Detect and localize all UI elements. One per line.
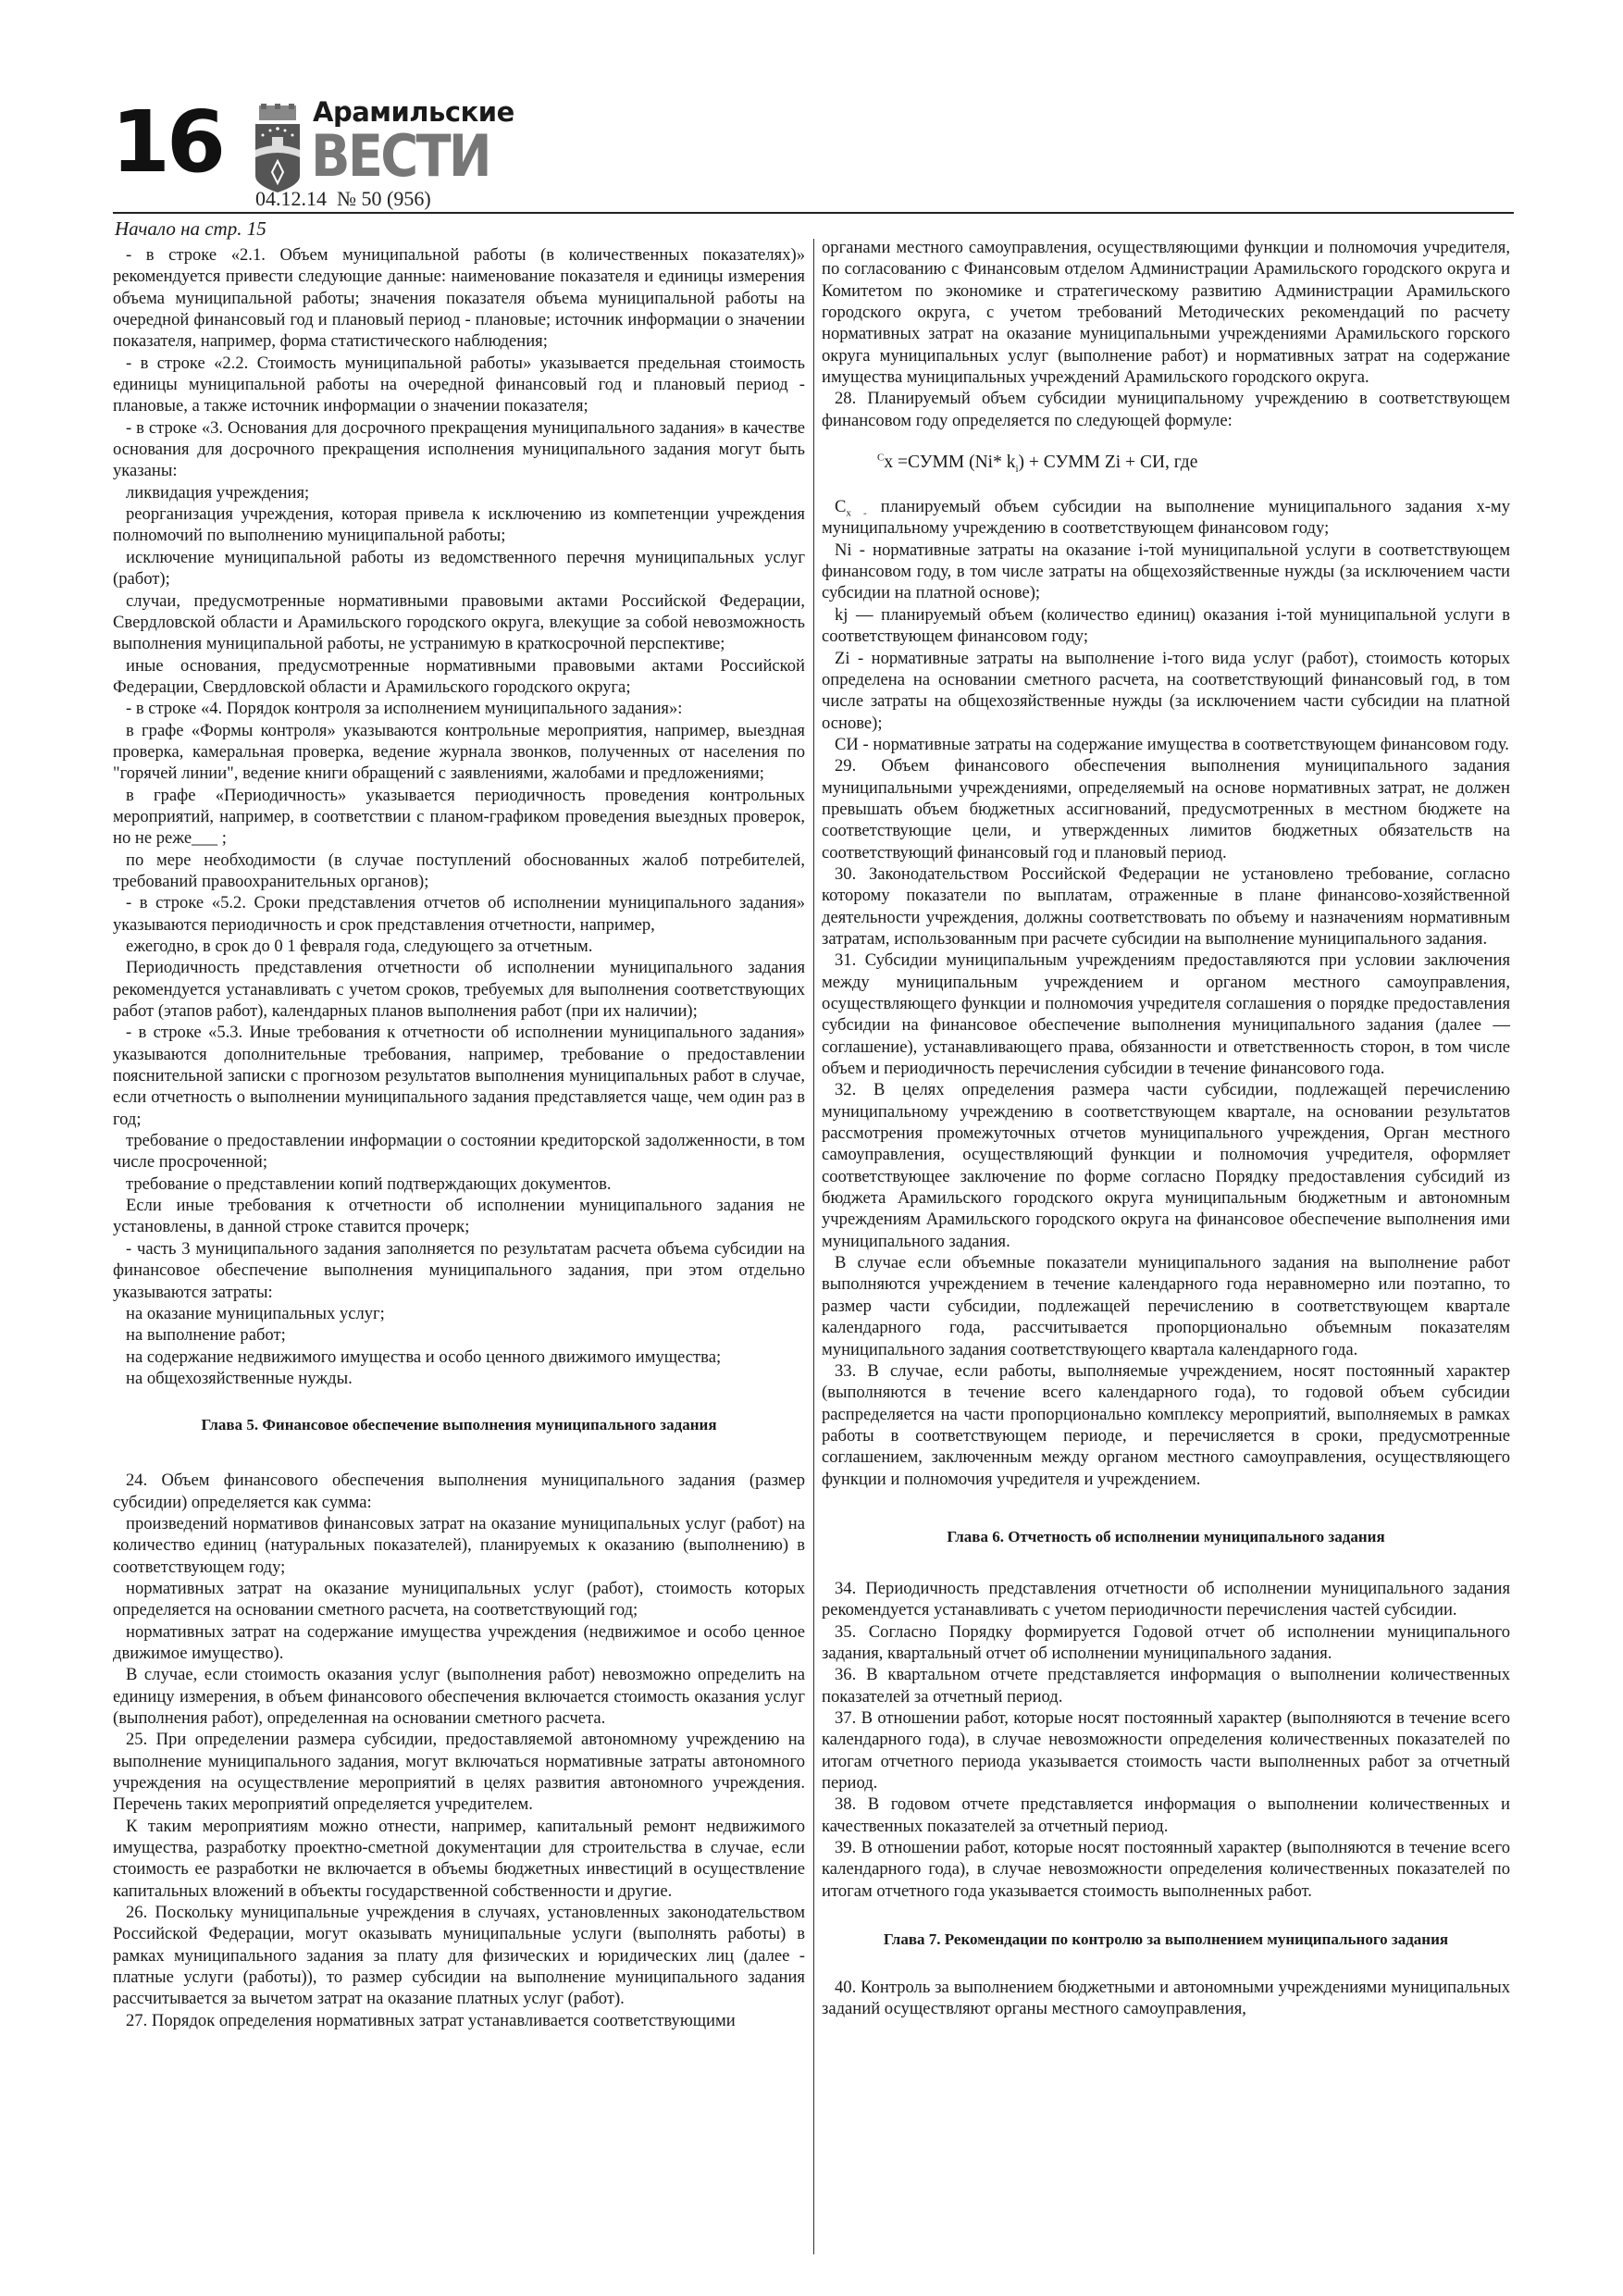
paragraph-group [822, 1578, 1510, 1902]
paragraph-group [822, 1977, 1510, 2020]
chapter-5-heading: Глава 5. Финансовое обеспечение выполнения муниципального задания [201, 1416, 717, 1434]
paragraph: 30. Законодательством Российской Федерации не установлено требование, согласно которому показатели по выплатам, отраженные в плане финансово-хозяйственной деятельности учреждения, должны соответствовать по объему и назначениям нормативным затратам, использованным при расчете субсидии на выполнение муниципального задания. [822, 863, 1510, 949]
paragraph: 32. В целях определения размера части субсидии, подлежащей перечислению муниципальному учреждению в соответствующем квартале, на основании результатов рассмотрения промежуточных отчетов муниципального учреждения, Орган местного самоуправления, осуществляющий функции и полномочия учредителя, оформляет соответствующее заключение по форме согласно Порядку предоставления субсидий из бюджета Арамильского городского округа муниципальным бюджетным и автономным учреждениям Арамильского городского округа на финансовое обеспечение выполнения ими муниципального задания. [822, 1080, 1510, 1251]
paragraph: 29. Объем финансового обеспечения выполнения муниципального задания муниципальными учреждениями, определяемый на основе нормативных затрат, не должен превышать объем бюджетных ассигнований, предусмотренных в местном бюджете на соответствующие цели, и утвержденных лимитов бюджетных обязательств на соответствующий финансовый год и плановый период. [822, 756, 1510, 863]
formula-sup: C [877, 452, 885, 464]
newspaper-name-main: ВЕСТИ [311, 122, 489, 190]
paragraph: 26. Поскольку муниципальные учреждения в случаях, установленных законодательством Российской Федерации, могут оказывать муниципальные услуги (выполнять работы) в рамках муниципального задания за плату для физических и юридических лиц (далее - платные услуги (работы)), то размер субсидии на выполнение муниципального задания рассчитывается за вычетом затрат на оказание платных услуг (работ). [113, 1903, 805, 2009]
paragraph: - в строке «2.1. Объем муниципальной работы (в количественных показателях)» рекомендуется привести следующие данные: наименование показателя и единицы измерения объема муниципальной работы; значения показателя объема муниципальной работы на очередной финансовый год и плановый период - плановые; источник информации о значении показателя, например, форма статистического наблюдения; [113, 245, 805, 352]
paragraph: требование о предоставлении информации о состоянии кредиторской задолженности, в том числе просроченной; [113, 1131, 805, 1173]
paragraph: 39. В отношении работ, которые носят постоянный характер (выполняются в течение всего календарного года), в случае невозможности определения количественных показателей по итогам отчетного года указывается стоимость выполненных работ. [822, 1838, 1510, 1901]
formula-part2: ) + СУММ Zi + СИ, где [1018, 453, 1198, 473]
paragraph: kj — планируемый объем (количество единиц) оказания i-той муниципальной услуги в соответствующем финансовом году; [822, 604, 1510, 647]
paragraph: 25. При определении размера субсидии, предоставляемой автономному учреждению на выполнение муниципального задания, могут включаться нормативные затраты автономного учреждения на осуществление мероприятий в целях развития автономного учреждения. Перечень таких мероприятий определяется учредителем. [113, 1730, 805, 1815]
paragraph: В случае если объемные показатели муниципального задания на выполнение работ выполняются учреждением в течение календарного года неравномерно или поэтапно, то размер части субсидии, подлежащей перечислению в соответствующем квартале календарного года, рассчитывается пропорционально объемным показателям муниципального задания соответствующего квартала календарного года. [822, 1253, 1510, 1359]
paragraph: 31. Субсидии муниципальным учреждениям предоставляются при условии заключения между муниципальным учреждением и органом местного самоуправления, осуществляющего функции и полномочия учредителя соглашения о порядке предоставления субсидии на финансовое обеспечение выполнения муниципального задания (далее — соглашение), устанавливающего права, обязанности и ответственность сторон, в том числе объем и периодичность перечисления субсидии в течение финансового года. [822, 950, 1510, 1079]
paragraph: в графе «Периодичность» указывается периодичность проведения контрольных мероприятий, например, в соответствии с планом-графиком проведения выездных проверок, но не реже___ ; [113, 785, 805, 849]
paragraph: - в строке «3. Основания для досрочного прекращения муниципального задания» в качестве основания для досрочного прекращения исполнения муниципального задания могут быть указаны: [113, 417, 805, 481]
paragraph: Периодичность представления отчетности об исполнении муниципального задания рекомендуется устанавливать с учетом сроков, требуемых для выполнения соответствующих работ (этапов работ), календарных планов выполнения работ (при их наличии); [113, 958, 805, 1022]
paragraph: ежегодно, в срок до 0 1 февраля года, следующего за отчетным. [126, 937, 593, 956]
issue-date: 04.12.14 [255, 187, 327, 210]
cx-definition: планируемый объем субсидии на выполнение муниципального задания х-му муниципальному учреждению в соответствующем финансовом году; [822, 497, 1510, 539]
paragraph-group [113, 244, 805, 1389]
paragraph: нормативных затрат на оказание муниципальных услуг (работ), стоимость которых определяется на основании сметного расчета, на соответствующий год; [113, 1578, 805, 1620]
paragraph: 27. Порядок определения нормативных затрат устанавливается соответствующими [126, 2010, 736, 2030]
paragraph: по мере необходимости (в случае поступлений обоснованных жалоб потребителей, требований правоохранительных органов); [113, 850, 805, 891]
paragraph: случаи, предусмотренные нормативными правовыми актами Российской Федерации, Свердловской области и Арамильского городского округа, влекущие за собой невозможность выполнения муниципальной работы, не устранимую в краткосрочной перспективе; [113, 590, 805, 654]
cx-subscript: x - [846, 507, 867, 519]
paragraph: на общехозяйственные нужды. [126, 1368, 353, 1388]
cx-symbol: С [835, 497, 847, 517]
formula-sub: i [1015, 463, 1019, 475]
paragraph-group [113, 1470, 805, 2031]
paragraph: - в строке «4. Порядок контроля за исполнением муниципального задания»: [126, 699, 683, 719]
paragraph: нормативных затрат на содержание имущества учреждения (недвижимое и особо ценное движимое имущество). [113, 1621, 805, 1663]
paragraph: иные основания, предусмотренные нормативными правовыми актами Российской Федерации, Свердловской области и Арамильского городского округа; [113, 655, 805, 697]
paragraph: 24. Объем финансового обеспечения выполнения муниципального задания (размер субсидии) определяется как сумма: [113, 1471, 805, 1512]
paragraph: Zi - нормативные затраты на выполнение i-того вида услуг (работ), стоимость которых определена на основании сметного расчета, на соответствующий финансовый год, в том числе затраты на общехозяйственные нужды (за исключением части субсидии на платной основе); [822, 648, 1510, 733]
paragraph: К таким мероприятиям можно отнести, например, капитальный ремонт недвижимого имущества, разработку проектно-сметной документации для строительства в случае, если стоимость ее разработки не включается в объемы бюджетных инвестиций в осуществление капитальных вложений в объекты государственной собственности и другие. [113, 1816, 805, 1901]
paragraph: на выполнение работ; [126, 1325, 286, 1346]
paragraph: В случае, если стоимость оказания услуг (выполнения работ) невозможно определить на единицу измерения, в объем финансового обеспечения включается стоимость оказания услуг (выполнения работ), определенная на основании сметного расчета. [113, 1665, 805, 1728]
paragraph: - часть 3 муниципального задания заполняется по результатам расчета объема субсидии на финансовое обеспечение выполнения муниципального задания, при этом отдельно указываются затраты: [113, 1238, 805, 1302]
paragraph: произведений нормативов финансовых затрат на оказание муниципальных услуг (работ) на количество единиц (натуральных показателей), планируемых к оказанию (выполнению) в соответствующем году; [113, 1513, 805, 1577]
paragraph: 36. В квартальном отчете представляется информация о выполнении количественных показателей за отчетный период. [822, 1665, 1510, 1706]
chapter-7-heading: Глава 7. Рекомендации по контролю за выполнением муниципального задания [883, 1930, 1449, 1949]
paragraph: 28. Планируемый объем субсидии муниципальному учреждению в соответствующем финансовом году определяется по следующей формуле: [822, 389, 1510, 430]
coat-of-arms-logo [254, 104, 302, 194]
paragraph: 33. В случае, если работы, выполняемые учреждением, носят постоянный характер (выполняются в течение всего календарного года), то годовой объем субсидии распределяется на части пропорционально комплексу мероприятий, выполняемых в рамках работы в соответствующем периоде, и перечисляется в сроки, предусмотренные соглашением, заключенным между органом местного самоуправления, осуществляющего функции и полномочия учредителя и учреждением. [822, 1360, 1510, 1489]
paragraph: - в строке «2.2. Стоимость муниципальной работы» указывается предельная стоимость единицы муниципальной работы на очередной финансовый год и плановый период - плановые, а также источник информации о значении показателя; [113, 353, 805, 416]
left-column [113, 244, 805, 2031]
paragraph: - в строке «5.2. Сроки представления отчетов об исполнении муниципального задания» указываются периодичность и срок представления отчетности, например, [113, 893, 805, 935]
paragraph: органами местного самоуправления, осуществляющими функции и полномочия учредителя, по согласованию с Финансовым отделом Администрации Арамильского городского округа и Комитетом по экономике и стратегическому развитию Администрации Арамильского городского округа, с учетом требований Методических рекомендаций по расчету нормативных затрат на оказание муниципальными учреждениями Арамильского горского округа муниципальных услуг (выполнение работ) и нормативных затрат на содержание имущества муниципальных учреждений Арамильского городского округа. [822, 238, 1510, 388]
paragraph-group [822, 540, 1510, 1490]
paragraph: исключение муниципальной работы из ведомственного перечня муниципальных услуг (работ); [113, 547, 805, 590]
paragraph-group [822, 237, 1510, 431]
header-rule [113, 212, 1514, 214]
paragraph: 34. Периодичность представления отчетности об исполнении муниципального задания рекомендуется устанавливать с учетом периодичности перечисления частей субсидии. [822, 1578, 1510, 1620]
issue-info [255, 188, 431, 209]
paragraph: Ni - нормативные затраты на оказание i-той муниципальной услуги в соответствующем финансовом году, в том числе затраты на общехозяйственные нужды (за исключением части субсидии на платной основе); [822, 540, 1510, 603]
paragraph: реорганизация учреждения, которая привела к исключению из компетенции учреждения полномочий по выполнению муниципальной работы; [113, 504, 805, 546]
paragraph: требование о представлении копий подтверждающих документов. [126, 1173, 612, 1194]
chapter-6-heading: Глава 6. Отчетность об исполнении муниципального задания [947, 1527, 1385, 1545]
paragraph: - в строке «5.3. Иные требования к отчетности об исполнении муниципального задания» указываются дополнительные требования, например, требование о предоставлении пояснительной записки с прогнозом результатов выполнения муниципальных работ в случае, если отчетность о выполнении муниципального задания представляется чаще, чем один раз в год; [113, 1023, 805, 1129]
paragraph: 38. В годовом отчете представляется информация о выполнении количественных и качественных показателей за отчетный период. [822, 1794, 1510, 1836]
page-number: 16 [111, 93, 223, 192]
paragraph: 35. Согласно Порядку формируется Годовой отчет об исполнении муниципального задания, квартальный отчет об исполнении муниципального задания. [822, 1621, 1510, 1663]
formula-part1: x =СУММ (Ni* k [884, 453, 1016, 473]
paragraph: СИ - нормативные затраты на содержание имущества в соответствующем финансовом году. [835, 734, 1509, 754]
paragraph: на оказание муниципальных услуг; [126, 1303, 385, 1323]
paragraph [822, 496, 1510, 540]
subsidy-formula [877, 450, 1510, 476]
column-divider [813, 239, 814, 2254]
paragraph: 37. В отношении работ, которые носят постоянный характер (выполняются в течение всего календарного года), в случае невозможности определения количественных показателей по итогам отчетного периода указывается стоимость части выполненных работ за отчетный период. [822, 1707, 1510, 1793]
paragraph: 40. Контроль за выполнением бюджетными и автономными учреждениями муниципальных заданий осуществляют органы местного самоуправления, [822, 1978, 1510, 2019]
paragraph: Если иные требования к отчетности об исполнении муниципального задания не установлены, в данной строке ставится прочерк; [113, 1196, 805, 1237]
paragraph: ликвидация учреждения; [126, 482, 310, 503]
right-column [822, 237, 1510, 2020]
newspaper-name-top: Арамильские [313, 96, 514, 128]
paragraph: на содержание недвижимого имущества и особо ценного движимого имущества; [126, 1347, 722, 1367]
continued-from-note: Начало на стр. 15 [115, 217, 266, 240]
paragraph: в графе «Формы контроля» указываются контрольные мероприятия, например, выездная проверка, камеральная проверка, ведение журнала звонков, полученных от населения по "горячей линии", ведение книги обращений с заявлениями, жалобами и предложениями; [113, 720, 805, 784]
issue-number: № 50 (956) [337, 187, 431, 210]
